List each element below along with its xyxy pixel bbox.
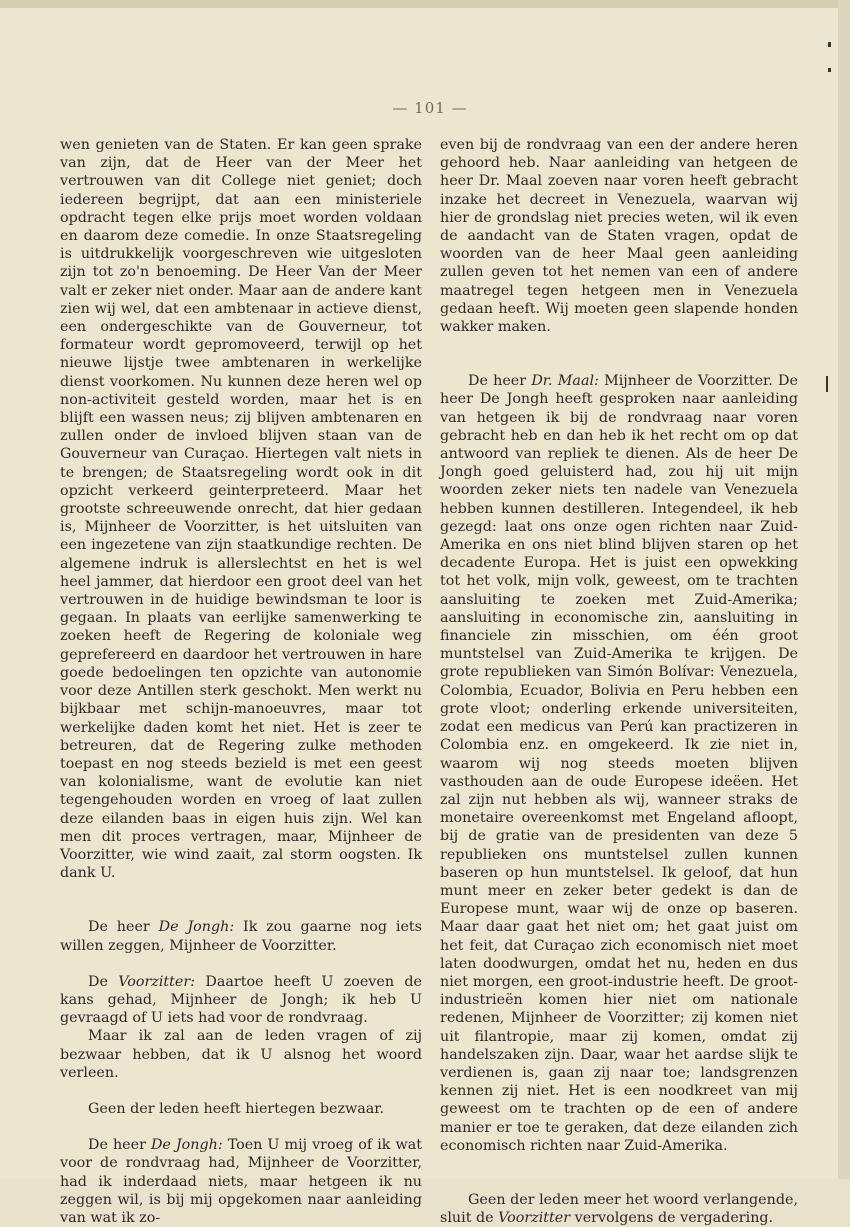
speaker-name: Dr. Maal: [531,373,599,390]
speaker-name: De Jongh: [150,1137,223,1154]
paragraph: De heer Dr. Maal: Mijnheer de Voorzitter. De heer De Jongh heeft gesproken naar aanleiding van hetgeen ik bij de rondvraag naar voren gebracht heb en dan heb ik het recht om op dat antwoord van repliek te dienen. Als de heer De Jongh goed geluisterd had, zou hij uit mijn woorden zeker niets ten nadele van Venezuela hebben kunnen destilleren. Integendeel, ik heb gezegd: laat ons onze ogen richten naar Zuid-Amerika en ons niet blind blijven staren op het decadente Europa. Het is juist een opwekking tot het volk, mijn volk, geweest, om te trachten aansluiting te zoeken met Zuid-Amerika; aansluiting in economische zin, aansluiting in financiele zin misschien, om één groot muntstelsel van Zuid-Amerika te krijgen. De grote republieken van Simón Bolívar: Venezuela, Colombia, Ecuador, Bolivia en Peru hebben een grote vloot; onderling erkende universiteiten, zodat een medicus van Perú kan practizeren in Colombia enz. en omgekeerd. Ik zie niet in, waarom wij nog steeds moeten blijven vasthouden aan de oude Europese ideëen. Het zal zijn nut hebben als wij, wanneer straks de monetaire overeenkomst met Engeland afloopt, bij de gratie van de presidenten van deze 5 republieken ons muntstelsel zullen kunnen baseren op hun muntstelsel. Ik geloof, dat hun munt meer en zeker beter gedekt is dan de Europese munt, waar wij de onze op baseren. Maar daar gaat het niet om; het gaat juist om het feit, dat Curaçao zich economisch niet moet laten doodwurgen, omdat het nu, heden en dus niet morgen, een groot-industrie heeft. De groot-industrieën komen hier niet om nationale redenen, Mijnheer de Voorzitter; zij komen niet uit filantropie, maar zij komen, omdat zij handelszaken zijn. Daar, waar het aardse slijk te verdienen is, gaan zij naar toe; landsgrenzen kennen zij niet. Het is een noodkreet van mij geweest om te trachten op de een of andere manier er toe te geraken, dat deze eilanden zich economisch richten naar Zuid-Amerika. [440,373,798,1154]
speaker-name: Voorzitter [498,1210,571,1227]
right-column [440,136,798,1227]
scan-top-edge [0,0,850,8]
paragraph: Geen der leden heeft hiertegen bezwaar. [88,1100,385,1117]
scan-mark [828,42,831,47]
scan-mark [828,68,831,72]
paragraph: wen genieten van de Staten. Er kan geen sprake van zijn, dat de Heer van der Meer het vertrouwen van dit College niet geniet; doch iedereen begrijpt, dat aan een ministeriele opdracht tegen elke prijs moet worden voldaan en daarom deze comedie. In onze Staatsregeling is uitdrukkelijk voorgeschreven wie uitgesloten zijn tot zo'n benoeming. De Heer Van der Meer valt er zeker niet onder. Maar aan de andere kant zien wij wel, dat een ambtenaar in actieve dienst, een ondergeschikte van de Gouverneur, tot formateur wordt gepromoveerd, terwijl op het nieuwe lijstje twee ambtenaren in werkelijke dienst voorkomen. Nu kunnen deze heren wel op non-activiteit gesteld worden, maar het is en blijft een wassen neus; zij blijven ambtenaren en zullen onder de invloed blijven staan van de Gouverneur van Curaçao. Hiertegen valt niets in te brengen; de Staatsregeling wordt ook in dit opzicht verkeerd geinterpreteerd. Maar het grootste schreeuwende onrecht, dat hier gedaan is, Mijnheer de Voorzitter, is het uitsluiten van een ingezetene van zijn staatkundige rechten. De algemene indruk is allerslechtst en het is wel heel jammer, dat hierdoor een groot deel van het vertrouwen in de huidige bewindsman te loor is gegaan. In plaats van eerlijke samenwerking te zoeken heeft de Regering de koloniale weg geprefereerd en daardoor het vertrouwen in hare goede bedoelingen ten opzichte van autonomie voor deze Antillen sterk geschokt. Men werkt nu bijkbaar met schijn-manoeuvres, maar tot werkelijke daden komt het niet. Het is zeer te betreuren, dat de Regering zulke methoden toepast en nog steeds bezield is met een geest van kolonialisme, want de evolutie kan niet tegengehouden worden en vroeg of laat zullen deze eilanden baas in eigen huis zijn. Wel kan men dit proces vertragen, maar, Mijnheer de Voorzitter, wie wind zaait, zal storm oogsten. Ik dank U. [60,137,422,882]
paragraph: even bij de rondvraag van een der andere heren gehoord heb. Naar aanleiding van hetgeen de heer Dr. Maal zoeven naar voren heeft gebracht inzake het decreet in Venezuela, waarvan wij hier de grondslag niet precies weten, wil ik even de aandacht van de Staten vragen, opdat de woorden van de heer Maal geen aanleiding zullen geven tot het nemen van een of andere maatregel tegen hetgeen men in Venezuela gedaan heeft. Wij moeten geen slapende honden wakker maken. [440,137,798,336]
scan-mark [826,376,828,392]
paragraph: De heer De Jongh: Ik zou gaarne nog iets willen zeggen, Mijnheer de Voorzitter. [60,919,422,954]
paragraph: Geen der leden meer het woord verlangende, sluit de Voorzitter vervolgens de vergadering. [440,1191,798,1227]
speaker-name: Voorzitter: [118,973,196,990]
left-column [60,136,422,1227]
scan-right-edge [838,0,850,1179]
speaker-name: De Jongh: [158,919,235,936]
paragraph: Maar ik zal aan de leden vragen of zij bezwaar hebben, dat ik U alsnog het woord verleen. [60,1028,422,1081]
paragraph: De heer De Jongh: Toen U mij vroeg of ik wat voor de rondvraag had, Mijnheer de Voorzitter, had ik inderdaad niets, maar hetgeen ik nu zeggen wil, is bij mij opgekomen naar aanleiding van wat ik zo- [60,1137,422,1226]
page-number: — 101 — [392,99,468,117]
paragraph: De Voorzitter: Daartoe heeft U zoeven de kans gehad, Mijnheer de Jongh; ik heb U gevraagd of U iets had voor de rondvraag. [60,973,422,1027]
